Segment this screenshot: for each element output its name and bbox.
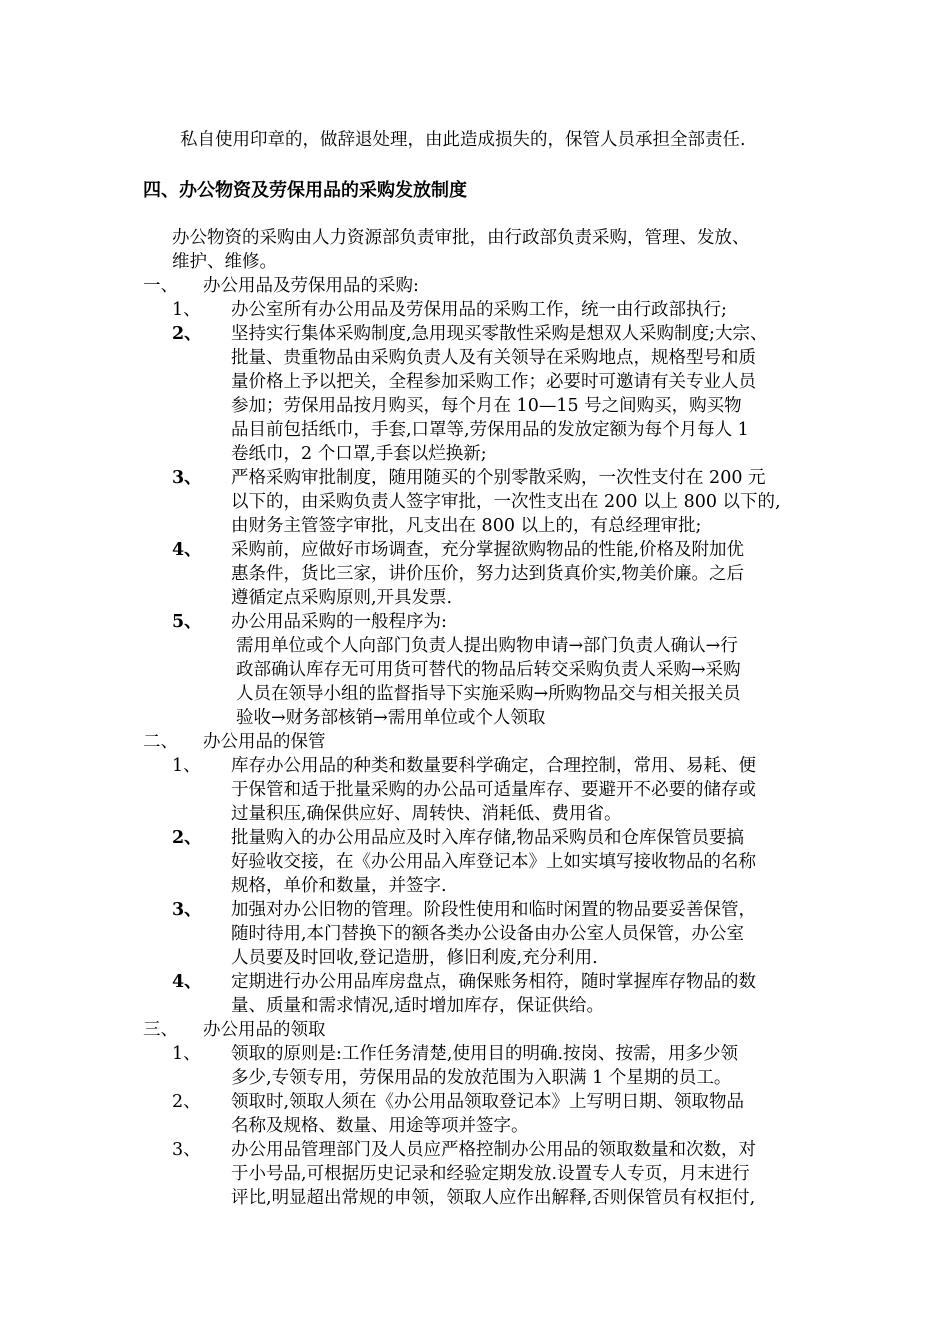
item-line: 遵循定点采购原则,开具发票. bbox=[231, 588, 453, 608]
item-line: 好验收交接，在《办公用品入库登记本》上如实填写接收物品的名称 bbox=[231, 852, 756, 872]
item-line: 规格，单价和数量，并签字. bbox=[231, 876, 447, 896]
item-line: 于小号品,可根据历史记录和经验定期发放.设置专人专页，月末进行 bbox=[231, 1164, 750, 1184]
item-line: 多少,专领专用，劳保用品的发放范围为入职满 1 个星期的员工。 bbox=[231, 1068, 732, 1088]
item-line: 加强对办公旧物的管理。阶段性使用和临时闲置的物品要妥善保管， bbox=[231, 900, 756, 920]
item-line: 需用单位或个人向部门负责人提出购物申请→部门负责人确认→行 bbox=[236, 636, 738, 656]
item-line: 量价格上予以把关，全程参加采购工作；必要时可邀请有关专业人员 bbox=[231, 372, 756, 392]
item-line: 惠条件，货比三家，讲价压价，努力达到货真价实,物美价廉。之后 bbox=[231, 564, 745, 584]
item-line: 办公用品管理部门及人员应严格控制办公用品的领取数量和次数，对 bbox=[231, 1140, 756, 1160]
item-line: 批量购入的办公用品应及时入库存储,物品采购员和仓库保管员要搞 bbox=[231, 828, 745, 848]
part-number: 二、 bbox=[143, 732, 178, 752]
item-number: 4、 bbox=[172, 540, 202, 560]
item-line: 政部确认库存无可用货可替代的物品后转交采购负责人采购→采购 bbox=[236, 660, 741, 680]
item-number: 3、 bbox=[172, 468, 202, 488]
item-line: 定期进行办公用品库房盘点，确保账务相符，随时掌握库存物品的数 bbox=[231, 972, 756, 992]
item-number: 5、 bbox=[172, 612, 202, 632]
item-line: 领取时,领取人须在《办公用品领取登记本》上写明日期、领取物品 bbox=[231, 1092, 745, 1112]
part-title: 办公用品的领取 bbox=[203, 1020, 326, 1040]
item-line: 严格采购审批制度，随用随买的个别零散采购，一次性支付在 200 元 bbox=[231, 468, 766, 488]
item-line: 卷纸巾，2 个口罩,手套以烂换新; bbox=[231, 444, 487, 464]
item-number: 2、 bbox=[172, 324, 202, 344]
item-line: 采购前，应做好市场调查，充分掌握欲购物品的性能,价格及附加优 bbox=[231, 540, 745, 560]
item-number: 1、 bbox=[172, 1044, 201, 1064]
section-intro-line: 维护、维修。 bbox=[172, 252, 277, 272]
section-title: 四、办公物资及劳保用品的采购发放制度 bbox=[143, 180, 467, 201]
part-number: 三、 bbox=[143, 1020, 178, 1040]
item-line: 评比,明显超出常规的申领，领取人应作出解释,否则保管员有权拒付, bbox=[231, 1188, 756, 1208]
item-number: 3、 bbox=[172, 900, 202, 920]
item-line: 随时待用,本门替换下的额各类办公设备由办公室人员保管，办公室 bbox=[231, 924, 745, 944]
item-number: 4、 bbox=[172, 972, 202, 992]
item-line: 以下的，由采购负责人签字审批，一次性支出在 200 以上 800 以下的, bbox=[231, 492, 781, 512]
item-line: 办公室所有办公用品及劳保用品的采购工作，统一由行政部执行; bbox=[231, 300, 727, 320]
item-number: 2、 bbox=[172, 828, 202, 848]
item-line: 批量、贵重物品由采购负责人及有关领导在采购地点，规格型号和质 bbox=[231, 348, 756, 368]
item-line: 参加；劳保用品按月购买，每个月在 10—15 号之间购买，购买物 bbox=[231, 396, 742, 416]
intro-line: 私自使用印章的，做辞退处理，由此造成损失的，保管人员承担全部责任. bbox=[180, 130, 746, 150]
item-line: 人员要及时回收,登记造册，修旧利废,充分利用. bbox=[231, 948, 598, 968]
item-line: 办公用品采购的一般程序为: bbox=[231, 612, 447, 632]
item-line: 领取的原则是:工作任务清楚,使用目的明确.按岗、按需，用多少领 bbox=[231, 1044, 739, 1064]
item-line: 人员在领导小组的监督指导下实施采购→所购物品交与相关报关员 bbox=[236, 684, 741, 704]
item-number: 1、 bbox=[172, 756, 201, 776]
item-line: 品目前包括纸巾，手套,口罩等,劳保用品的发放定额为每个月每人 1 bbox=[231, 420, 749, 440]
item-line: 量、质量和需求情况,适时增加库存，保证供给。 bbox=[231, 996, 605, 1016]
item-number: 2、 bbox=[172, 1092, 201, 1112]
part-title: 办公用品的保管 bbox=[203, 732, 326, 752]
part-title: 办公用品及劳保用品的采购: bbox=[203, 276, 419, 296]
section-intro-line: 办公物资的采购由人力资源部负责审批，由行政部负责采购，管理、发放、 bbox=[172, 228, 750, 248]
item-number: 3、 bbox=[172, 1140, 201, 1160]
item-line: 验收→财务部核销→需用单位或个人领取 bbox=[236, 708, 546, 728]
item-number: 1、 bbox=[172, 300, 201, 320]
item-line: 由财务主管签字审批，凡支出在 800 以上的，有总经理审批; bbox=[231, 516, 702, 536]
item-line: 过量积压,确保供应好、周转快、消耗低、费用省。 bbox=[231, 804, 622, 824]
item-line: 库存办公用品的种类和数量要科学确定，合理控制，常用、易耗、便 bbox=[231, 756, 756, 776]
part-number: 一、 bbox=[143, 276, 178, 296]
item-line: 名称及规格、数量、用途等项并签字。 bbox=[231, 1116, 529, 1136]
item-line: 坚持实行集体采购制度,急用现买零散性采购是想双人采购制度;大宗、 bbox=[231, 324, 768, 344]
item-line: 于保管和适于批量采购的办公品可适量库存、要避开不必要的储存或 bbox=[231, 780, 756, 800]
